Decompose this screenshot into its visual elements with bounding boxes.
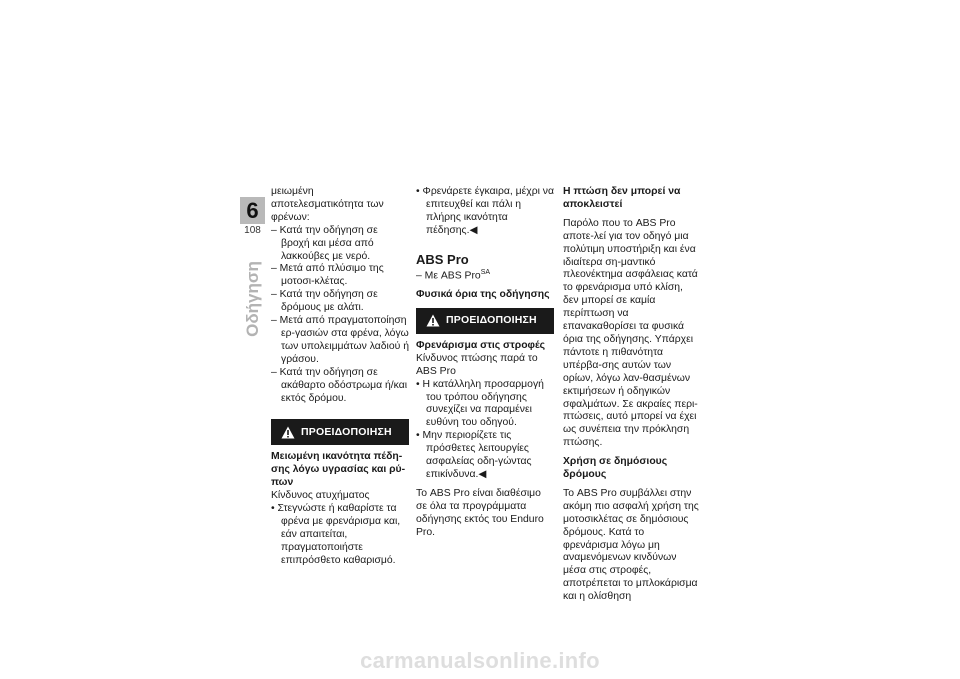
warning-triangle-icon <box>281 426 295 439</box>
warning-banner <box>416 308 554 334</box>
abs-equipment-line: – Με ABS Pro$^{SA}$ <box>416 268 491 282</box>
list-item: • Στεγνώστε ή καθαρίστε τα φρένα με φρενάρισμα και, εάν απαιτείται, πραγματοποιήστε επιπρόσθετο καθαρισμό. <box>271 503 401 566</box>
warning-heading: Φρενάρισμα στις στροφές <box>416 339 546 351</box>
paragraph: Παρόλο που το ABS Pro αποτε-λεί για τον οδηγό μια πολύτιμη υποστήριξη και ένα ιδιαίτερα ση-μαντικό πλεονέκτημα ασφάλειας κατά το φρενάρισμα υπό κλίση, δεν μπορεί σε καμία περίπτωση να επανακαθορίσει τα φυσικά όρια της οδήγησης. Υπάρχει πάντοτε η πιθανότητα υπέρβα-σης αυτών των ορίων, λόγω λαν-θασμένων εκτιμήσεων ή οδηγικών σφαλμάτων. Σε ακραίες περι-πτώσεις, αυτό μπορεί να έχει ως συνέπεια την πρόκληση πτώσης. <box>563 217 698 449</box>
list-item: – Κατά την οδήγηση σε δρόμους με αλάτι. <box>271 289 378 314</box>
section-heading: Η πτώση δεν μπορεί να αποκλειστεί <box>563 186 681 210</box>
list-item: – Μετά από πραγματοποίηση ερ-γασιών στα φρένα, λόγω των υπολειμμάτων λαδιού ή γράσου. <box>271 315 409 365</box>
column-2 <box>416 186 554 540</box>
option-superscript: SA <box>480 268 491 276</box>
column-1 <box>271 186 409 568</box>
danger-text: Κίνδυνος πτώσης παρά το ABS Pro <box>416 352 538 377</box>
list-item: – Κατά την οδήγηση σε ακάθαρτο οδόστρωμα ή/και εκτός δρόμου. <box>271 366 408 404</box>
list-item: • Φρενάρετε έγκαιρα, μέχρι να επιτευχθεί και πάλι η πλήρης ικανότητα πέδησης.◀ <box>416 186 555 236</box>
list-item: • Μην περιορίζετε τις πρόσθετες λειτουργίες ασφαλείας οδη-γώντας επικίνδυνα.◀ <box>416 430 532 480</box>
paragraph: Το ABS Pro συμβάλλει στην ακόμη πιο ασφαλή χρήση της μοτοσικλέτας σε δημόσιους δρόμους. Κατά το φρενάρισμα λόγω μη αναμενόμενων κινδύνων μέσα στις στροφές, αποτρέπεται το μπλοκάρισμα και η ολίσθηση <box>563 487 699 603</box>
closing-text: Το ABS Pro είναι διαθέσιμο σε όλα τα προγράμματα οδήγησης εκτός του Enduro Pro. <box>416 487 544 538</box>
warning-banner <box>271 419 409 445</box>
section-title: Οδήγηση <box>242 261 262 337</box>
danger-text: Κίνδυνος ατυχήματος <box>271 490 370 502</box>
section-heading: Χρήση σε δημόσιους δρόμους <box>563 456 668 481</box>
warning-triangle-icon <box>426 314 440 327</box>
warning-heading: Μειωμένη ικανότητα πέδη-σης λόγω υγρασίας και ρύ-πων <box>271 451 406 489</box>
intro-text: μειωμένη αποτελεσματικότητα των φρένων: <box>271 186 384 223</box>
page-number: 108 <box>244 225 261 236</box>
warning-label: ΠΡΟΕΙΔΟΠΟΙΗΣΗ <box>446 314 537 327</box>
physics-heading: Φυσικά όρια της οδήγησης <box>416 289 550 300</box>
list-item: – Μετά από πλύσιμο της μοτοσι-κλέτας. <box>271 263 384 288</box>
list-item: – Κατά την οδήγηση σε βροχή και μέσα από λακκούβες με νερό. <box>271 224 378 262</box>
warning-label: ΠΡΟΕΙΔΟΠΟΙΗΣΗ <box>301 425 392 438</box>
section-title-vertical <box>240 261 265 337</box>
column-3 <box>563 186 701 604</box>
chapter-number: 6 <box>240 197 265 224</box>
abs-heading: ABS Pro <box>416 251 469 267</box>
watermark: carmanualsonline.info <box>360 648 600 673</box>
list-item: • Η κατάλληλη προσαρμογή του τρόπου οδήγησης συνεχίζει να παραμένει ευθύνη του οδηγού. <box>416 378 544 429</box>
